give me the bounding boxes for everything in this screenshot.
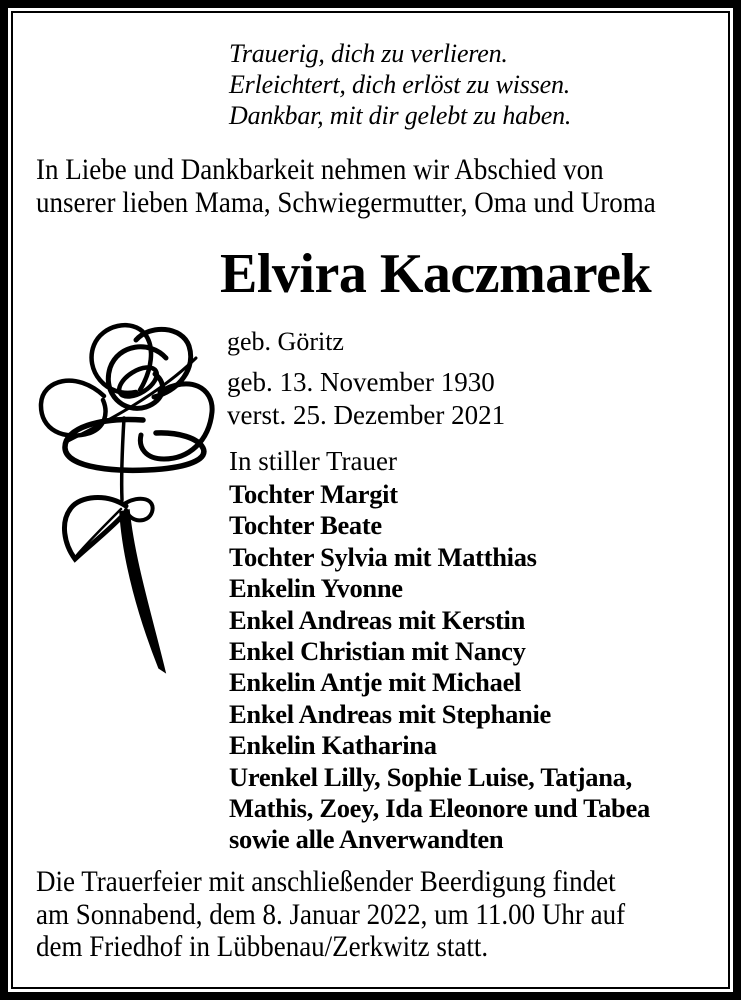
frame-gap	[8, 8, 733, 992]
mourning-heading: In stiller Trauer	[229, 446, 397, 476]
funeral-details	[36, 866, 625, 964]
life-dates	[227, 366, 505, 432]
maiden-name: geb. Göritz	[227, 327, 344, 356]
funeral-line: dem Friedhof in Lübbenau/Zerkwitz statt.	[36, 930, 489, 964]
mourner-line: Enkelin Katharina	[229, 730, 437, 761]
funeral-line: am Sonnabend, dem 8. Januar 2022, um 11.00 Uhr auf	[36, 897, 626, 931]
birth-date: geb. 13. November 1930	[227, 367, 495, 397]
verse-line: Trauerig, dich zu verlieren.	[229, 39, 508, 68]
mourner-line: Enkel Andreas mit Stephanie	[229, 698, 551, 729]
intro-text	[36, 153, 656, 219]
mourner-line: Tochter Margit	[229, 479, 398, 509]
obituary-sheet	[11, 11, 730, 989]
intro-line: In Liebe und Dankbarkeit nehmen wir Abschied von	[36, 153, 604, 186]
mourner-line: Enkel Christian mit Nancy	[229, 636, 526, 667]
mourner-line: Tochter Sylvia mit Matthias	[229, 541, 537, 572]
mourners-list	[229, 479, 650, 856]
mourner-line: Enkelin Antje mit Michael	[229, 667, 522, 698]
mourner-line: Enkelin Yvonne	[229, 573, 403, 604]
mourner-line: sowie alle Anverwandten	[229, 824, 504, 855]
mourner-line: Tochter Beate	[229, 510, 382, 541]
verse	[229, 38, 571, 131]
death-date: verst. 25. Dezember 2021	[227, 400, 506, 430]
mourner-line: Urenkel Lilly, Sophie Luise, Tatjana,	[229, 761, 632, 792]
mourner-line: Enkel Andreas mit Kerstin	[229, 604, 526, 635]
verse-line: Dankbar, mit dir gelebt zu haben.	[229, 101, 572, 130]
deceased-name: Elvira Kaczmarek	[220, 243, 652, 305]
verse-line: Erleichtert, dich erlöst zu wissen.	[229, 70, 571, 99]
rose-icon	[28, 300, 233, 700]
funeral-line: Die Trauerfeier mit anschließender Beerdigung findet	[36, 865, 616, 898]
intro-line: unserer lieben Mama, Schwiegermutter, Oma und Uroma	[36, 186, 656, 219]
mourner-line: Mathis, Zoey, Ida Eleonore und Tabea	[229, 793, 650, 824]
